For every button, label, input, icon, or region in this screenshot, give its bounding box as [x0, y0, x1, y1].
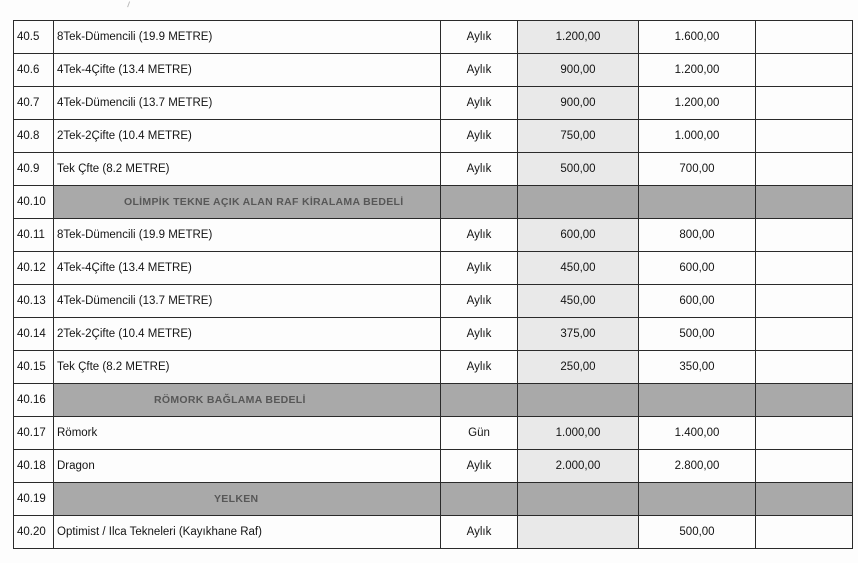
row-price-2: 1.200,00 [639, 54, 756, 87]
row-code: 40.18 [14, 450, 54, 483]
extra-cell [756, 450, 853, 483]
row-price-1: 250,00 [518, 351, 639, 384]
row-price-2: 800,00 [639, 219, 756, 252]
extra-cell [756, 516, 853, 549]
row-unit: Aylık [441, 54, 518, 87]
row-code: 40.14 [14, 318, 54, 351]
row-code: 40.17 [14, 417, 54, 450]
price-cell-1 [518, 186, 639, 219]
row-code: 40.20 [14, 516, 54, 549]
price-cell-1 [518, 483, 639, 516]
extra-cell [756, 483, 853, 516]
row-description: 8Tek-Dümencili (19.9 METRE) [54, 219, 441, 252]
row-price-1: 2.000,00 [518, 450, 639, 483]
extra-cell [756, 120, 853, 153]
unit-cell [441, 483, 518, 516]
row-price-1: 500,00 [518, 153, 639, 186]
section-title: YELKEN [54, 483, 441, 516]
table-row [14, 450, 853, 483]
row-description: Tek Çfte (8.2 METRE) [54, 351, 441, 384]
row-code: 40.12 [14, 252, 54, 285]
table-row [14, 252, 853, 285]
row-unit: Aylık [441, 153, 518, 186]
row-description: Optimist / Ilca Tekneleri (Kayıkhane Raf) [54, 516, 441, 549]
scan-mark [127, 1, 134, 8]
row-price-2: 1.200,00 [639, 87, 756, 120]
extra-cell [756, 186, 853, 219]
row-code: 40.16 [14, 384, 54, 417]
row-price-1: 1.000,00 [518, 417, 639, 450]
row-price-1: 375,00 [518, 318, 639, 351]
row-price-2: 1.400,00 [639, 417, 756, 450]
extra-cell [756, 384, 853, 417]
row-code: 40.9 [14, 153, 54, 186]
row-price-2: 600,00 [639, 252, 756, 285]
table-row [14, 417, 853, 450]
row-unit: Aylık [441, 120, 518, 153]
row-unit: Aylık [441, 285, 518, 318]
row-code: 40.5 [14, 21, 54, 54]
table-row [14, 120, 853, 153]
extra-cell [756, 252, 853, 285]
row-description: Römork [54, 417, 441, 450]
tariff-table [13, 20, 853, 549]
row-price-2: 700,00 [639, 153, 756, 186]
table-row [14, 516, 853, 549]
section-row [14, 483, 853, 516]
extra-cell [756, 21, 853, 54]
row-description: Tek Çfte (8.2 METRE) [54, 153, 441, 186]
row-unit: Aylık [441, 351, 518, 384]
row-price-1: 900,00 [518, 54, 639, 87]
row-unit: Aylık [441, 516, 518, 549]
section-title: RÖMORK BAĞLAMA BEDELİ [54, 384, 441, 417]
row-code: 40.7 [14, 87, 54, 120]
row-description: 2Tek-2Çifte (10.4 METRE) [54, 120, 441, 153]
extra-cell [756, 285, 853, 318]
price-cell-2 [639, 483, 756, 516]
row-description: 8Tek-Dümencili (19.9 METRE) [54, 21, 441, 54]
row-description: 4Tek-Dümencili (13.7 METRE) [54, 285, 441, 318]
row-price-1: 900,00 [518, 87, 639, 120]
unit-cell [441, 186, 518, 219]
extra-cell [756, 351, 853, 384]
row-unit: Aylık [441, 252, 518, 285]
row-unit: Aylık [441, 219, 518, 252]
extra-cell [756, 153, 853, 186]
unit-cell [441, 384, 518, 417]
row-unit: Gün [441, 417, 518, 450]
table-row [14, 351, 853, 384]
tariff-table-body [14, 21, 853, 549]
row-price-2: 2.800,00 [639, 450, 756, 483]
row-description: 4Tek-4Çifte (13.4 METRE) [54, 54, 441, 87]
row-code: 40.15 [14, 351, 54, 384]
row-unit: Aylık [441, 87, 518, 120]
row-description: 4Tek-4Çifte (13.4 METRE) [54, 252, 441, 285]
table-row [14, 87, 853, 120]
row-price-1: 450,00 [518, 285, 639, 318]
row-price-2: 500,00 [639, 516, 756, 549]
row-code: 40.19 [14, 483, 54, 516]
row-price-2: 1.600,00 [639, 21, 756, 54]
row-price-1: 450,00 [518, 252, 639, 285]
row-code: 40.6 [14, 54, 54, 87]
table-row [14, 219, 853, 252]
section-title: OLİMPİK TEKNE AÇIK ALAN RAF KİRALAMA BEDELİ [54, 186, 441, 219]
row-price-1: 1.200,00 [518, 21, 639, 54]
row-description: 2Tek-2Çifte (10.4 METRE) [54, 318, 441, 351]
table-row [14, 153, 853, 186]
row-unit: Aylık [441, 21, 518, 54]
price-cell-2 [639, 186, 756, 219]
row-unit: Aylık [441, 450, 518, 483]
extra-cell [756, 318, 853, 351]
row-description: 4Tek-Dümencili (13.7 METRE) [54, 87, 441, 120]
row-price-2: 600,00 [639, 285, 756, 318]
row-price-1: 600,00 [518, 219, 639, 252]
row-code: 40.8 [14, 120, 54, 153]
row-price-2: 1.000,00 [639, 120, 756, 153]
row-price-1: 750,00 [518, 120, 639, 153]
extra-cell [756, 54, 853, 87]
row-price-2: 350,00 [639, 351, 756, 384]
row-unit: Aylık [441, 318, 518, 351]
price-cell-2 [639, 384, 756, 417]
section-row [14, 384, 853, 417]
row-price-1 [518, 516, 639, 549]
table-row [14, 285, 853, 318]
row-price-2: 500,00 [639, 318, 756, 351]
table-row [14, 21, 853, 54]
row-description: Dragon [54, 450, 441, 483]
row-code: 40.11 [14, 219, 54, 252]
section-row [14, 186, 853, 219]
extra-cell [756, 87, 853, 120]
row-code: 40.10 [14, 186, 54, 219]
row-code: 40.13 [14, 285, 54, 318]
price-cell-1 [518, 384, 639, 417]
table-row [14, 54, 853, 87]
extra-cell [756, 417, 853, 450]
extra-cell [756, 219, 853, 252]
table-row [14, 318, 853, 351]
